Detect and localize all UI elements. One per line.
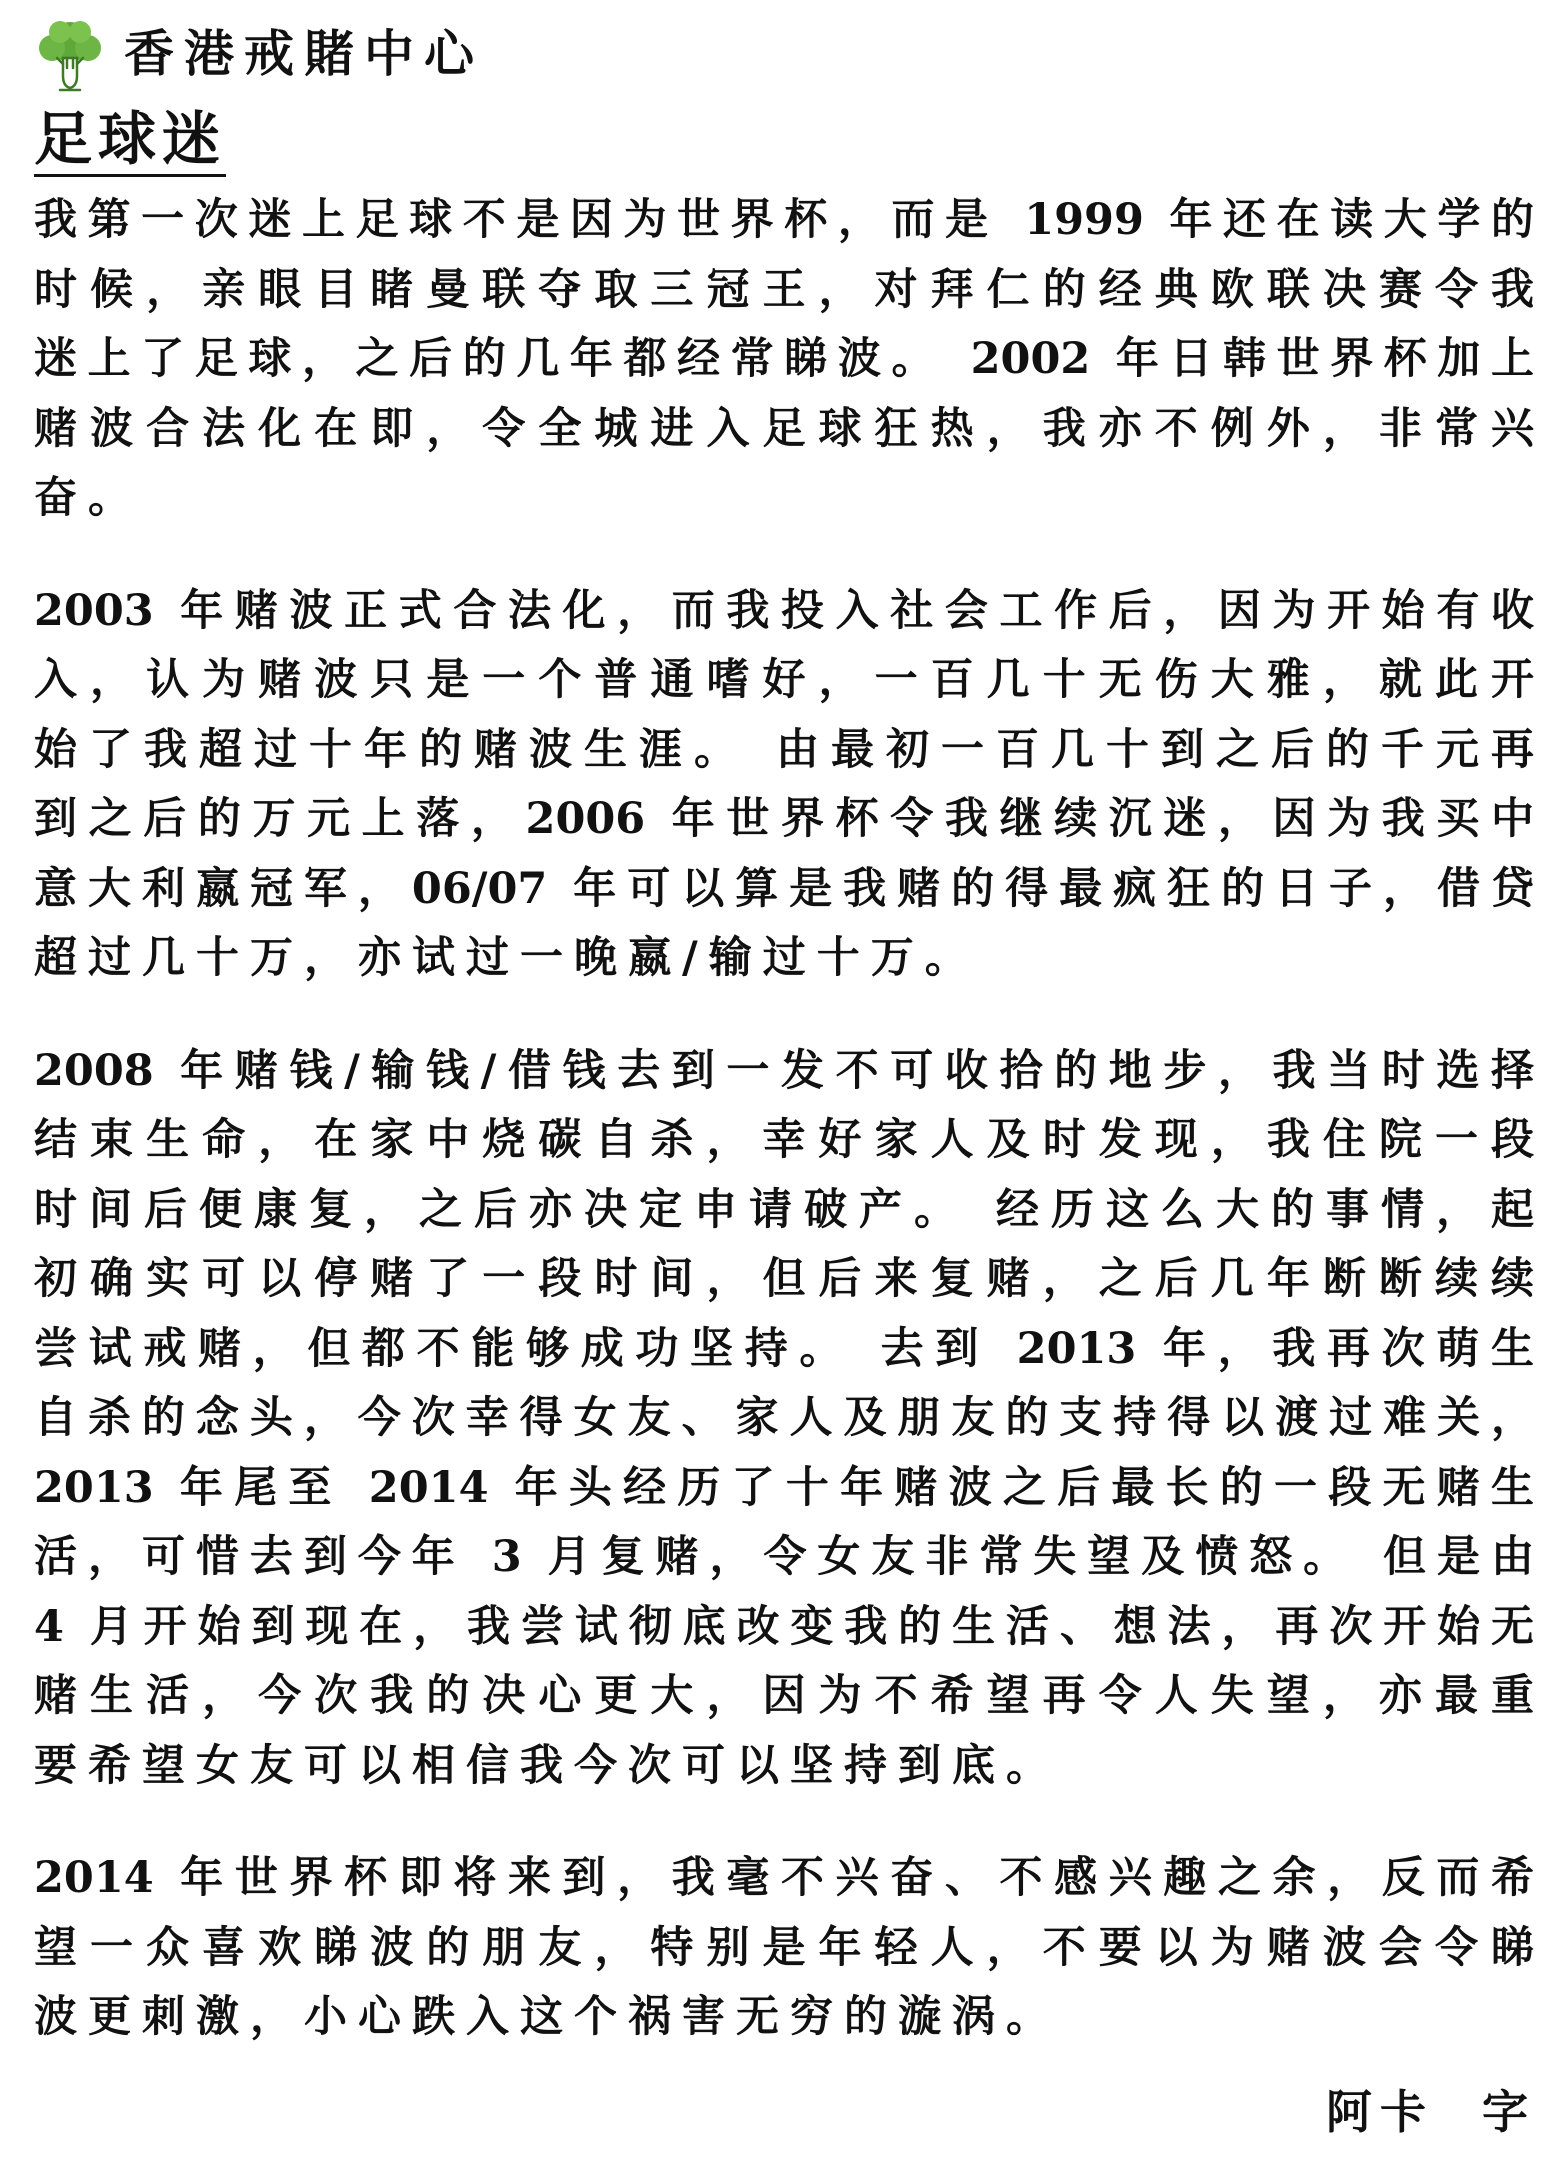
tree-hand-logo-icon: [30, 14, 110, 94]
text-line: 到之后的万元上落，2006 年世界杯令我继续沉迷，因为我买中: [34, 794, 1534, 844]
organization-name: 香港戒賭中心: [124, 24, 484, 83]
text-line: 2014 年世界杯即将来到，我毫不兴奋、不感兴趣之余，反而希: [34, 1853, 1534, 1903]
text-line: 奋。: [34, 473, 142, 523]
text-line: 意大利嬴冠军，06/07 年可以算是我赌的得最疯狂的日子，借贷: [34, 863, 1534, 914]
text-line: 结束生命，在家中烧碳自杀，幸好家人及时发现，我住院一段: [34, 1115, 1534, 1165]
text-line: 尝试戒赌，但都不能够成功坚持。 去到 2013 年，我再次萌生: [34, 1323, 1534, 1374]
text-line: 时候，亲眼目睹曼联夺取三冠王，对拜仁的经典欧联决赛令我: [34, 264, 1534, 315]
text-line: 赌生活，今次我的决心更大，因为不希望再令人失望，亦最重: [34, 1671, 1534, 1721]
text-line: 2008 年赌钱/输钱/借钱去到一发不可收拾的地步，我当时选择: [34, 1045, 1534, 1096]
text-line: 2003 年赌波正式合法化，而我投入社会工作后，因为开始有收: [34, 585, 1534, 636]
text-line: 望一众喜欢睇波的朋友，特别是年轻人，不要以为赌波会令睇: [34, 1922, 1534, 1973]
paragraph: [34, 1037, 1534, 1802]
header: [30, 14, 484, 94]
author-signature: 阿卡 字: [1325, 2085, 1536, 2139]
text-line: 初确实可以停赌了一段时间，但后来复赌，之后几年断断续续: [34, 1254, 1534, 1304]
text-line: 4 月开始到现在，我尝试彻底改变我的生活、想法，再次开始无: [34, 1601, 1534, 1652]
text-line: 迷上了足球，之后的几年都经常睇波。 2002 年日韩世界杯加上: [34, 334, 1534, 384]
text-line: 我第一次迷上足球不是因为世界杯，而是 1999 年还在读大学的: [34, 195, 1534, 245]
text-line: 活，可惜去到今年 3 月复赌，令女友非常失望及愤怒。 但是由: [34, 1532, 1534, 1582]
article-body: [34, 186, 1534, 2096]
text-line: 赌波合法化在即，令全城进入足球狂热，我亦不例外，非常兴: [34, 403, 1534, 454]
text-line: 2013 年尾至 2014 年头经历了十年赌波之后最长的一段无赌生: [34, 1462, 1534, 1513]
text-line: 入，认为赌波只是一个普通嗜好，一百几十无伤大雅，就此开: [34, 655, 1534, 705]
text-line: 超过几十万，亦试过一晚嬴/输过十万。: [34, 933, 979, 983]
text-line: 波更刺激，小心跌入这个祸害无穷的漩涡。: [34, 1992, 1060, 2042]
article-title: 足球迷: [34, 106, 226, 177]
text-line: 自杀的念头，今次幸得女友、家人及朋友的支持得以渡过难关，: [34, 1393, 1534, 1443]
paragraph: [34, 577, 1534, 994]
text-line: 始了我超过十年的赌波生涯。 由最初一百几十到之后的千元再: [34, 724, 1534, 775]
paragraph: [34, 186, 1534, 534]
text-line: 要希望女友可以相信我今次可以坚持到底。: [34, 1740, 1060, 1791]
paragraph: [34, 1844, 1534, 2053]
text-line: 时间后便康复，之后亦决定申请破产。 经历这么大的事情，起: [34, 1184, 1534, 1235]
